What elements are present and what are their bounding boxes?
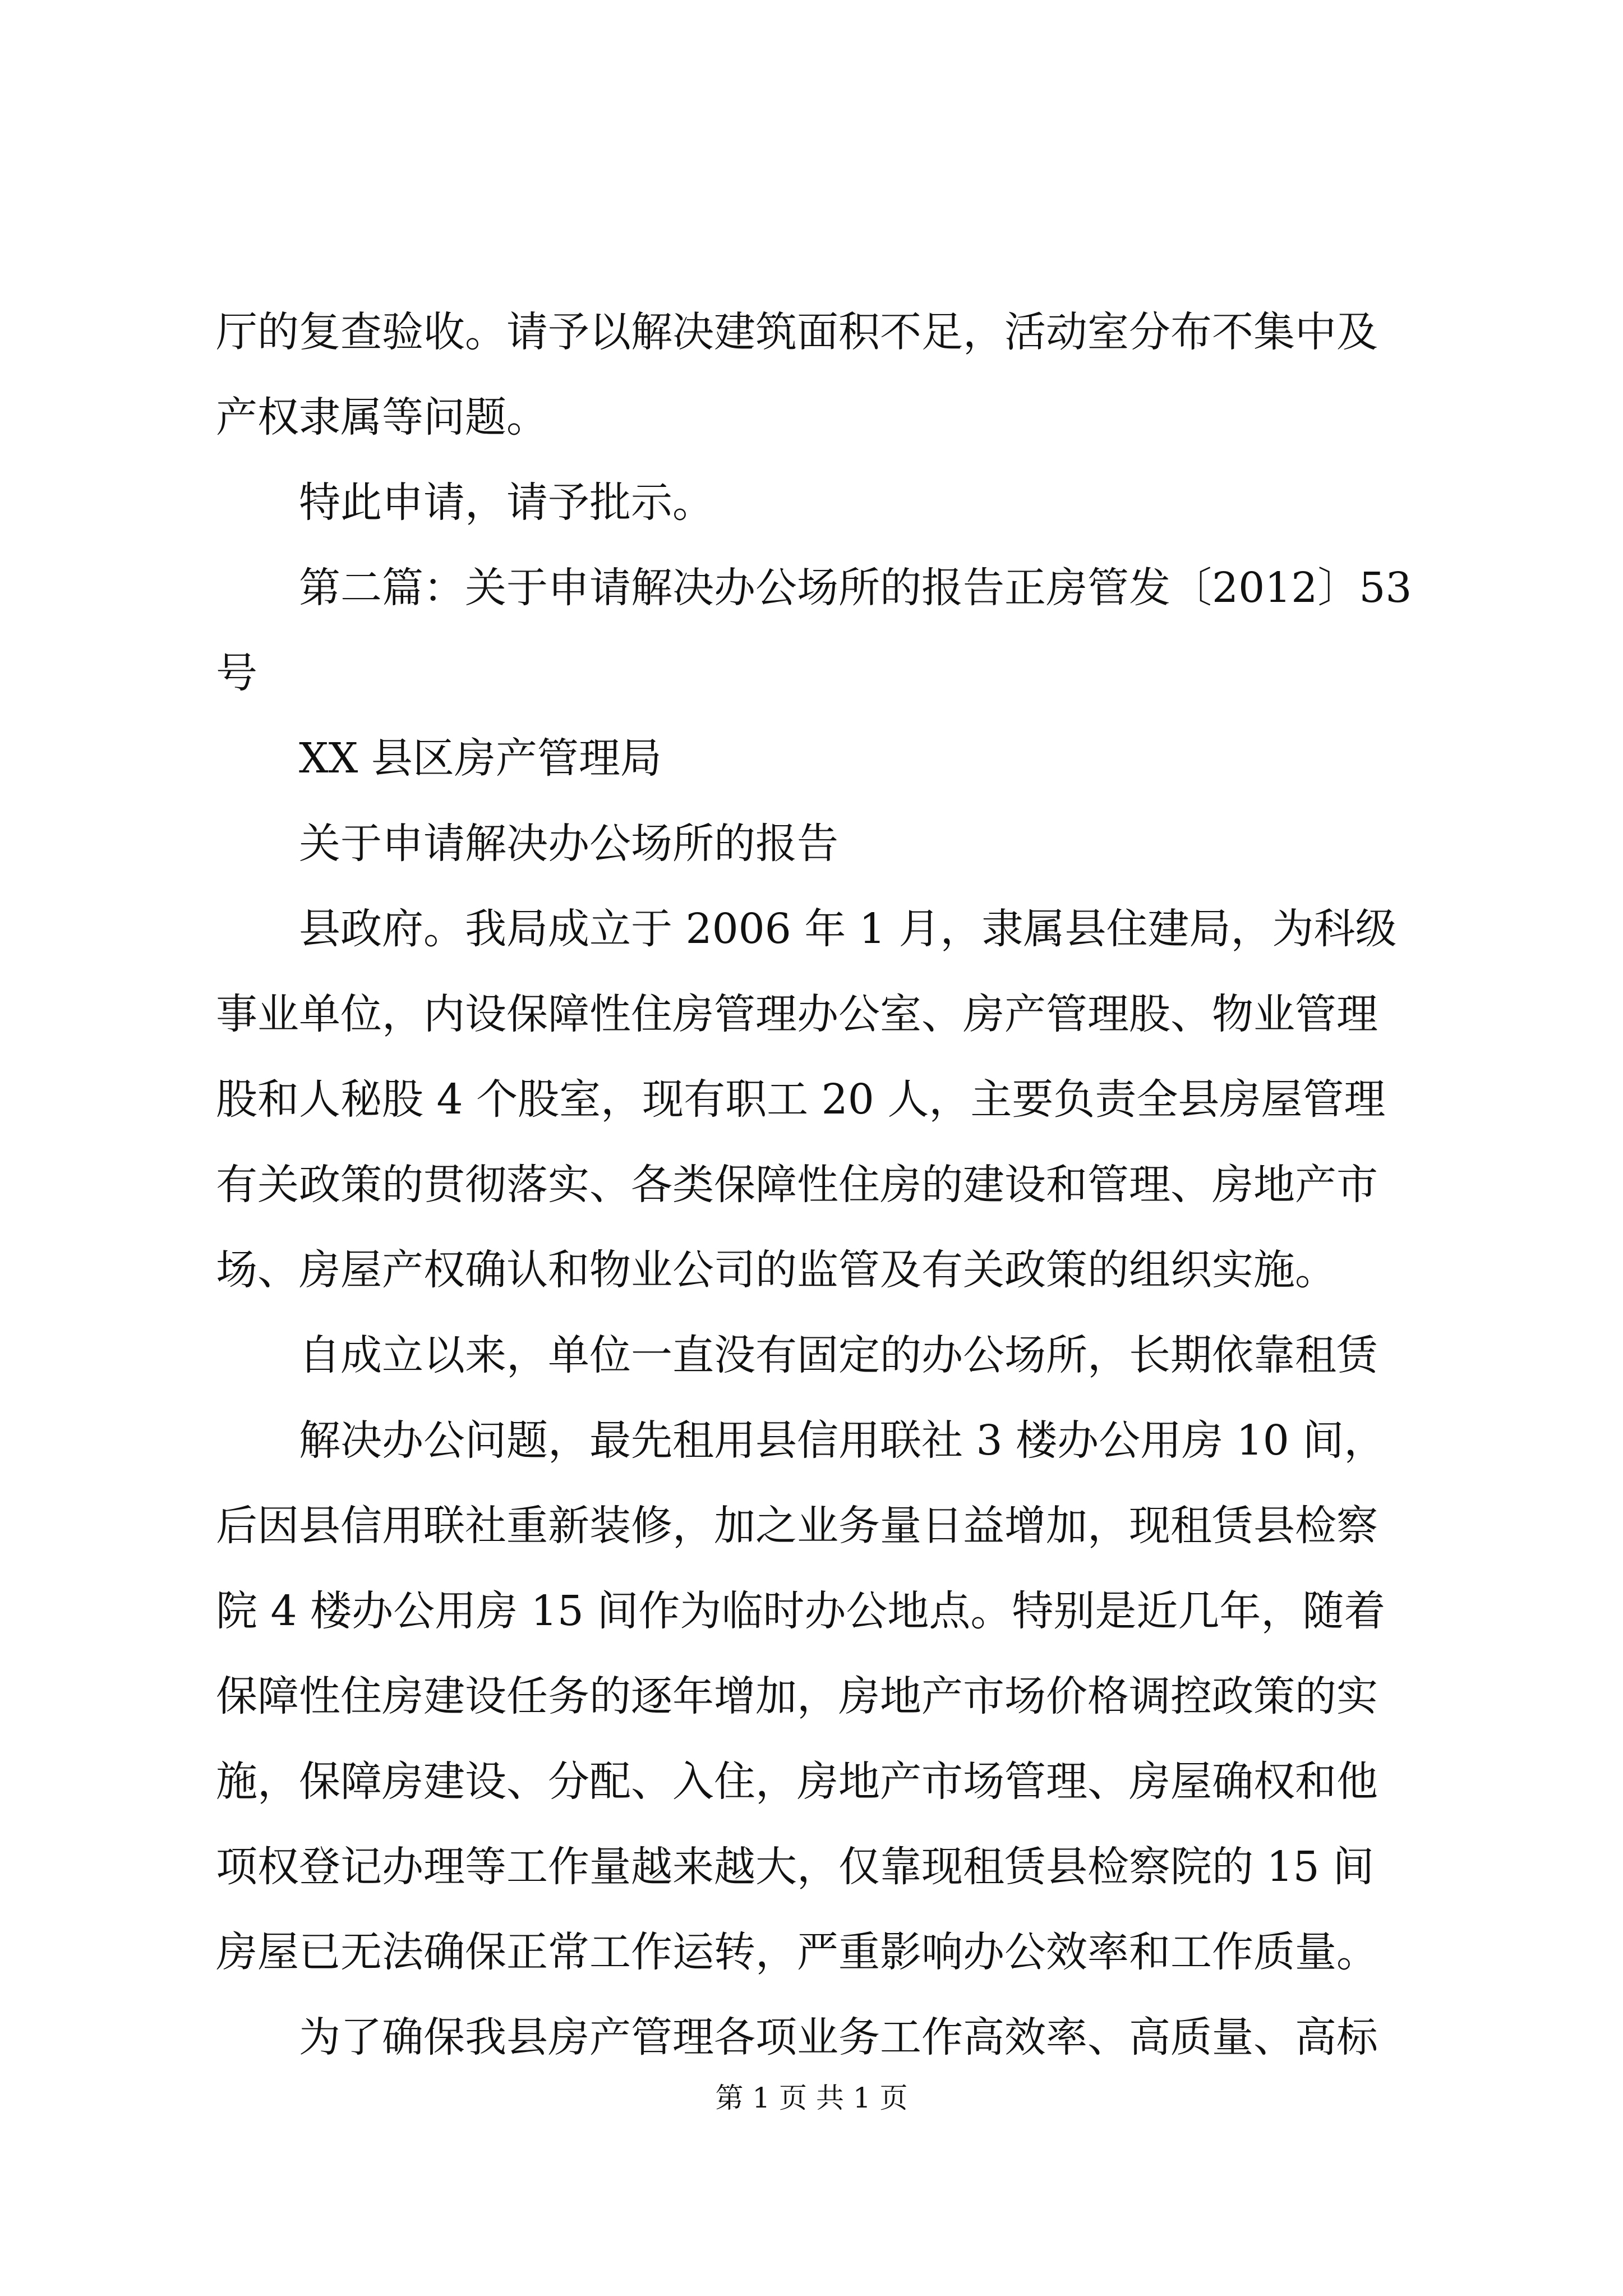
body-line: 县政府。我局成立于 2006 年 1 月，隶属县住建局，为科级 [299, 905, 1397, 953]
body-line: 事业单位，内设保障性住房管理办公室、房产管理股、物业管理 [216, 990, 1378, 1038]
body-line: 产权隶属等问题。 [216, 393, 548, 441]
report-title: 关于申请解决办公场所的报告 [299, 820, 838, 868]
body-line: 自成立以来，单位一直没有固定的办公场所，长期依靠租赁 [299, 1331, 1378, 1379]
section-heading-line: 号 [216, 649, 257, 697]
body-line: 院 4 楼办公用房 15 间作为临时办公地点。特别是近几年，随着 [216, 1587, 1386, 1635]
page-number-footer: 第 1 页 共 1 页 [715, 2082, 908, 2114]
body-line: 保障性住房建设任务的逐年增加，房地产市场价格调控政策的实 [216, 1672, 1378, 1720]
body-line: 施，保障房建设、分配、入住，房地产市场管理、房屋确权和他 [216, 1757, 1378, 1806]
body-line: 特此申请，请予批示。 [299, 478, 714, 527]
body-line: 解决办公问题，最先租用县信用联社 3 楼办公用房 10 间， [299, 1416, 1386, 1465]
body-line: 股和人秘股 4 个股室，现有职工 20 人，主要负责全县房屋管理 [216, 1075, 1386, 1124]
organization-name: XX 县区房产管理局 [299, 734, 662, 783]
section-heading-line: 第二篇：关于申请解决办公场所的报告正房管发〔2012〕53 [299, 564, 1412, 612]
body-line: 房屋已无法确保正常工作运转，严重影响办公效率和工作质量。 [216, 1928, 1378, 1976]
body-line: 后因县信用联社重新装修，加之业务量日益增加，现租赁县检察 [216, 1502, 1378, 1550]
body-line: 场、房屋产权确认和物业公司的监管及有关政策的组织实施。 [216, 1246, 1336, 1294]
body-line: 项权登记办理等工作量越来越大，仅靠现租赁县检察院的 15 间 [216, 1843, 1375, 1891]
body-line: 为了确保我县房产管理各项业务工作高效率、高质量、高标 [299, 2013, 1378, 2062]
body-line: 有关政策的贯彻落实、各类保障性住房的建设和管理、房地产市 [216, 1161, 1378, 1209]
body-line: 厅的复查验收。请予以解决建筑面积不足，活动室分布不集中及 [216, 308, 1378, 356]
